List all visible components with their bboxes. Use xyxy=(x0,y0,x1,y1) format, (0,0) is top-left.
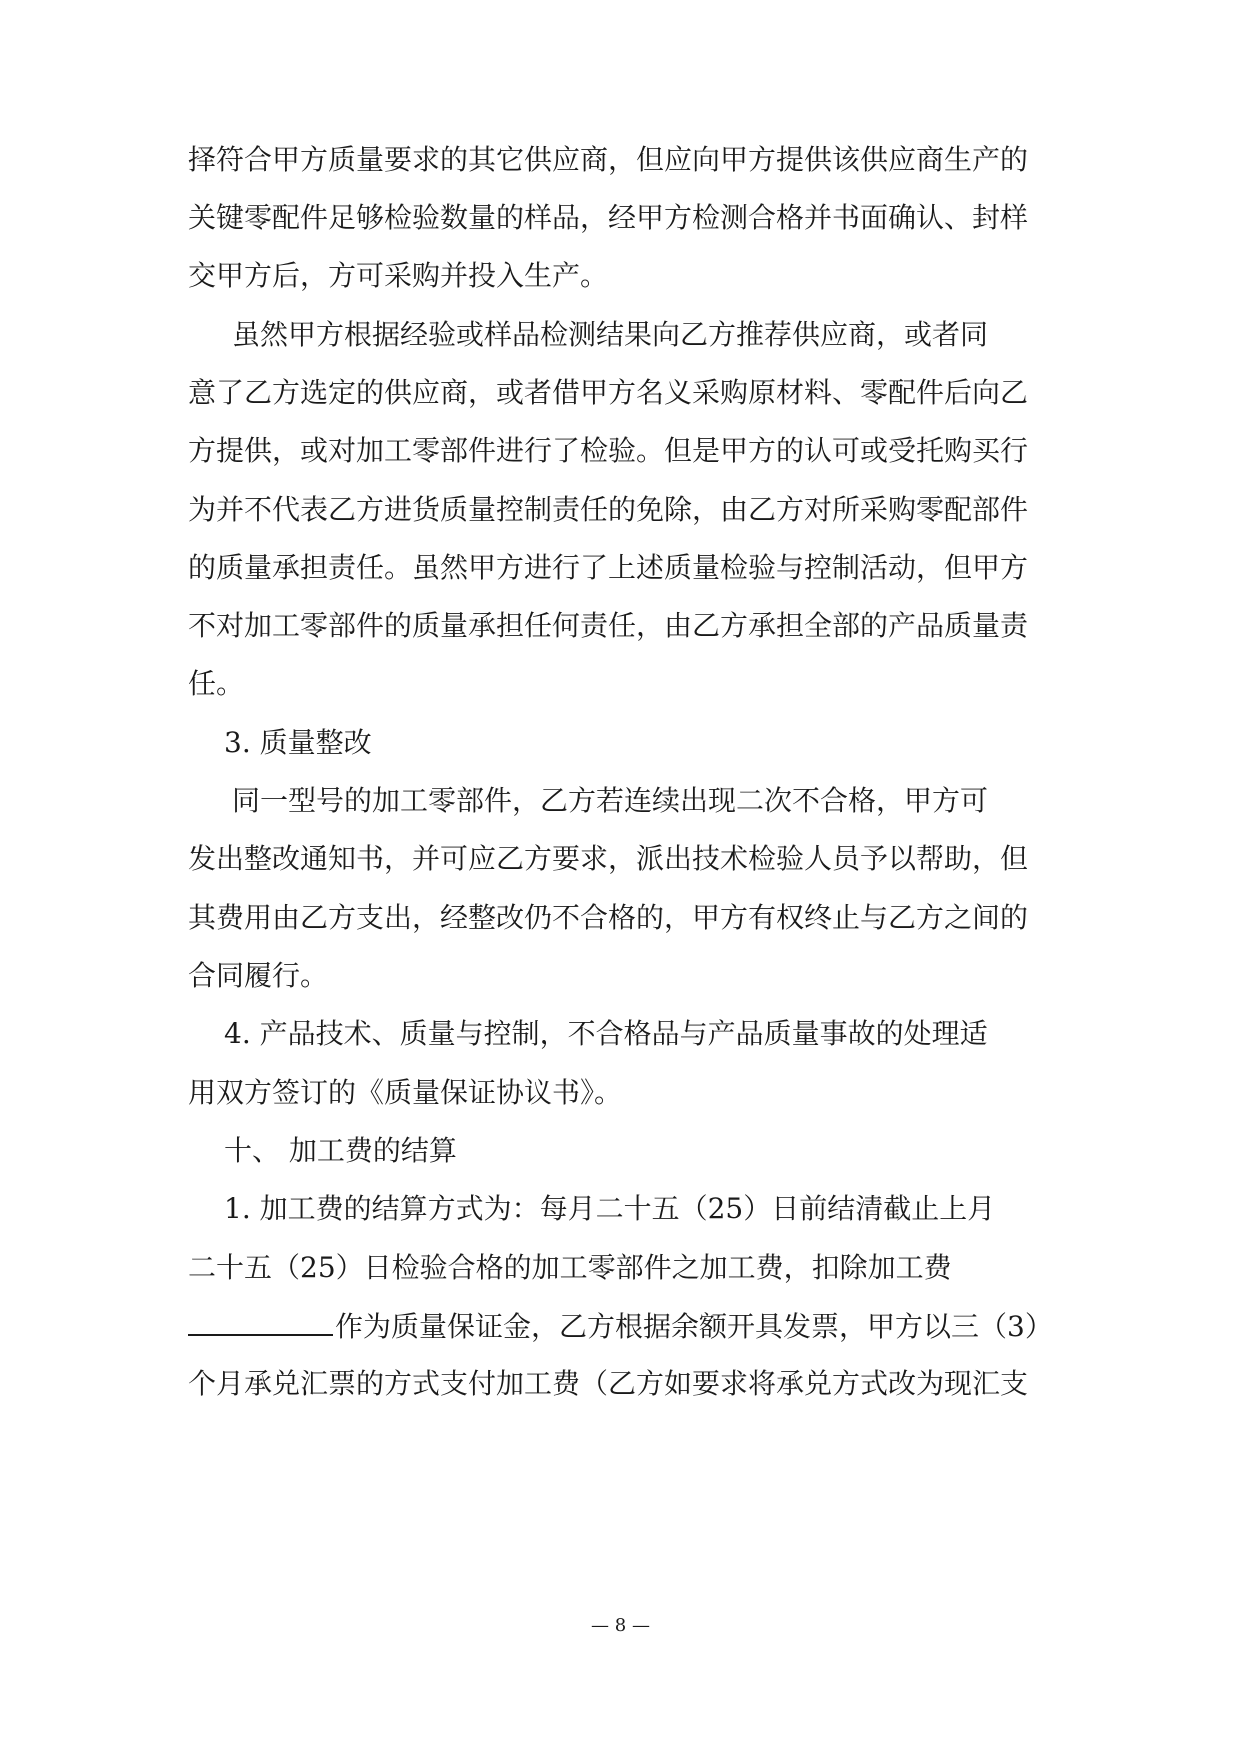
text-line: 其费用由乙方支出，经整改仍不合格的，甲方有权终止与乙方之间的 xyxy=(188,901,1029,934)
section-heading: 3. 质量整改 xyxy=(224,726,372,759)
text-line: 个月承兑汇票的方式支付加工费（乙方如要求将承兑方式改为现汇支 xyxy=(188,1367,1029,1400)
text-line: 作为质量保证金，乙方根据余额开具发票，甲方以三（3） xyxy=(188,1304,1053,1348)
text-line: 不对加工零部件的质量承担任何责任，由乙方承担全部的产品质量责 xyxy=(188,609,1029,642)
text-line: 合同履行。 xyxy=(188,959,329,992)
paragraph-first-line: 虽然甲方根据经验或样品检测结果向乙方推荐供应商，或者同 xyxy=(232,318,989,351)
text-line: 为并不代表乙方进货质量控制责任的免除，由乙方对所采购零配部件 xyxy=(188,493,1029,526)
text-line: 二十五（25）日检验合格的加工零部件之加工费，扣除加工费 xyxy=(188,1251,952,1284)
fill-in-blank xyxy=(188,1304,333,1336)
page-number: — 8 — xyxy=(591,1615,650,1636)
text-line: 方提供，或对加工零部件进行了检验。但是甲方的认可或受托购买行 xyxy=(188,434,1029,467)
paragraph-first-line: 同一型号的加工零部件，乙方若连续出现二次不合格，甲方可 xyxy=(232,784,989,817)
paragraph-first-line: 4. 产品技术、质量与控制，不合格品与产品质量事故的处理适 xyxy=(224,1017,988,1050)
text-line: 任。 xyxy=(188,667,245,700)
section-heading: 十、 加工费的结算 xyxy=(224,1134,457,1167)
text-line: 发出整改通知书，并可应乙方要求，派出技术检验人员予以帮助，但 xyxy=(188,842,1029,875)
paragraph-first-line: 1. 加工费的结算方式为：每月二十五（25）日前结清截止上月 xyxy=(224,1192,996,1225)
text-line: 用双方签订的《质量保证协议书》。 xyxy=(188,1076,623,1109)
text-line: 关键零配件足够检验数量的样品，经甲方检测合格并书面确认、封样 xyxy=(188,201,1029,234)
text-line: 意了乙方选定的供应商，或者借甲方名义采购原材料、零配件后向乙 xyxy=(188,376,1029,409)
text-line: 交甲方后，方可采购并投入生产。 xyxy=(188,259,609,292)
text-line: 择符合甲方质量要求的其它供应商，但应向甲方提供该供应商生产的 xyxy=(188,143,1029,176)
text-line: 的质量承担责任。虽然甲方进行了上述质量检验与控制活动，但甲方 xyxy=(188,551,1029,584)
